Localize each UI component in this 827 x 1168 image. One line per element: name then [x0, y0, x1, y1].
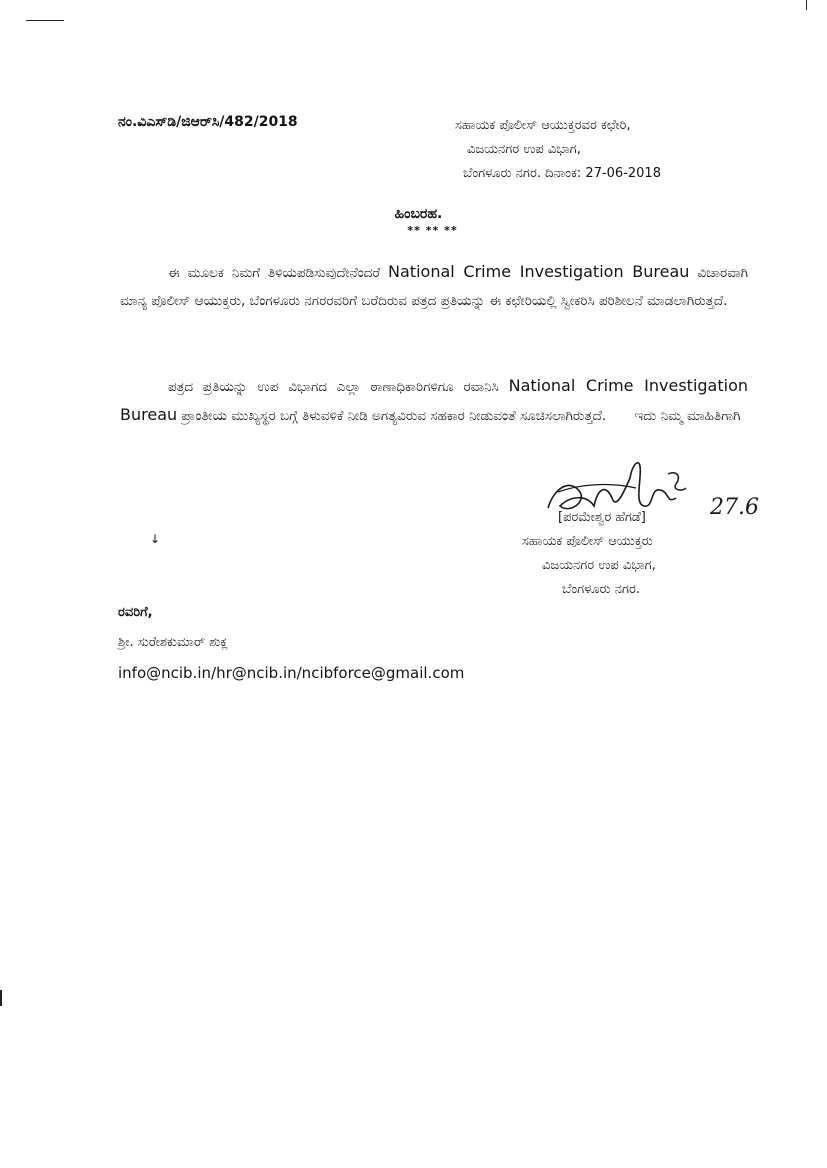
recipient-block: [118, 598, 464, 688]
scan-mark-top-right: [806, 0, 807, 10]
office-address-block: [455, 114, 755, 186]
signature-date: 27.6: [710, 495, 759, 520]
office-line-2: ವಿಜಯನಗರ ಉಪ ವಿಭಾಗ,: [467, 142, 581, 157]
para2-text-c: ಇದು ನಿಮ್ಮ ಮಾಹಿತಿಗಾಗಿ: [634, 408, 741, 424]
scan-mark-top-left: [26, 20, 64, 21]
para2-org-name: National Crime Investigation Bureau: [120, 376, 748, 424]
subject-heading: [0, 206, 827, 237]
subject-stars: ** ** **: [407, 224, 458, 237]
body-paragraph-2: [120, 372, 748, 430]
scan-mark-left-edge: [0, 990, 2, 1006]
office-line-1: ಸಹಾಯಕ ಪೊಲೀಸ್ ಆಯುಕ್ತರವರ ಕಛೇರಿ,: [455, 118, 631, 133]
office-line-3-date: ಬೆಂಗಳೂರು ನಗರ. ದಿನಾಂಕ: 27-06-2018: [463, 166, 661, 181]
signatory-block: [500, 506, 760, 602]
subject-title: ಹಿಂಬರಹ.: [394, 206, 443, 222]
recipient-email: info@ncib.in/hr@ncib.in/ncibforce@gmail.com: [118, 664, 465, 682]
para1-text-b: ವಿಚಾರವಾಗಿ ಮಾನ್ಯ ಪೊಲೀಸ್ ಆಯುಕ್ತರು, ಬೆಂಗಳೂರು ನಗರರವರಿಗೆ ಬರೆದಿರುವ ಪತ್ರದ ಪ್ರತಿಯನ್ನು ಈ ಕಛೇರಿಯಲ್ಲಿ ಸ್ವೀಕರಿಸಿ ಪರಿಶೀಲನೆ ಮಾಡಲಾಗಿರುತ್ತದೆ.: [120, 265, 749, 309]
recipient-name: ಶ್ರೀ. ಸುರೇಶಕುಮಾರ್ ಶುಕ್ಲ: [118, 635, 228, 650]
signatory-designation: ಸಹಾಯಕ ಪೊಲೀಸ್ ಆಯುಕ್ತರು: [522, 534, 653, 549]
signatory-name: [ಪರಮೇಶ್ವರ ಹೆಗಡೆ]: [558, 510, 646, 525]
para1-org-name: National Crime Investigation Bureau: [388, 262, 690, 281]
para2-text-a: ಪತ್ರದ ಪ್ರತಿಯನ್ನು ಉಪ ವಿಭಾಗದ ಎಲ್ಲಾ ಠಾಣಾಧಿಕಾರಿಗಳಿಗೂ ರವಾನಿಸಿ: [168, 379, 499, 395]
reference-number: ನಂ.ವಿಎಸ್‌ಡಿ/ಜಿಆರ್‌ಸಿ/482/2018: [118, 114, 298, 130]
para2-text-b: ಪ್ರಾಂತೀಯ ಮುಖ್ಯಸ್ಥರ ಬಗ್ಗೆ ತಿಳುವಳಿಕೆ ನೀಡಿ ಅಗತ್ಯವಿರುವ ಸಹಕಾರ ನೀಡುವಂತೆ ಸೂಚಿಸಲಾಗಿರುತ್ತದೆ.: [181, 408, 607, 424]
signatory-city: ಬೆಂಗಳೂರು ನಗರ.: [562, 582, 640, 597]
body-paragraph-1: [120, 258, 748, 315]
tick-mark: ↓: [150, 532, 161, 546]
signatory-division: ವಿಜಯನಗರ ಉಪ ವಿಭಾಗ,: [542, 558, 656, 573]
para1-text-a: ಈ ಮೂಲಕ ನಿಮಗೆ ತಿಳಿಯಪಡಿಸುವುದೇನೆಂದರೆ: [168, 265, 381, 281]
recipient-to-label: ರವರಿಗೆ,: [118, 605, 153, 620]
